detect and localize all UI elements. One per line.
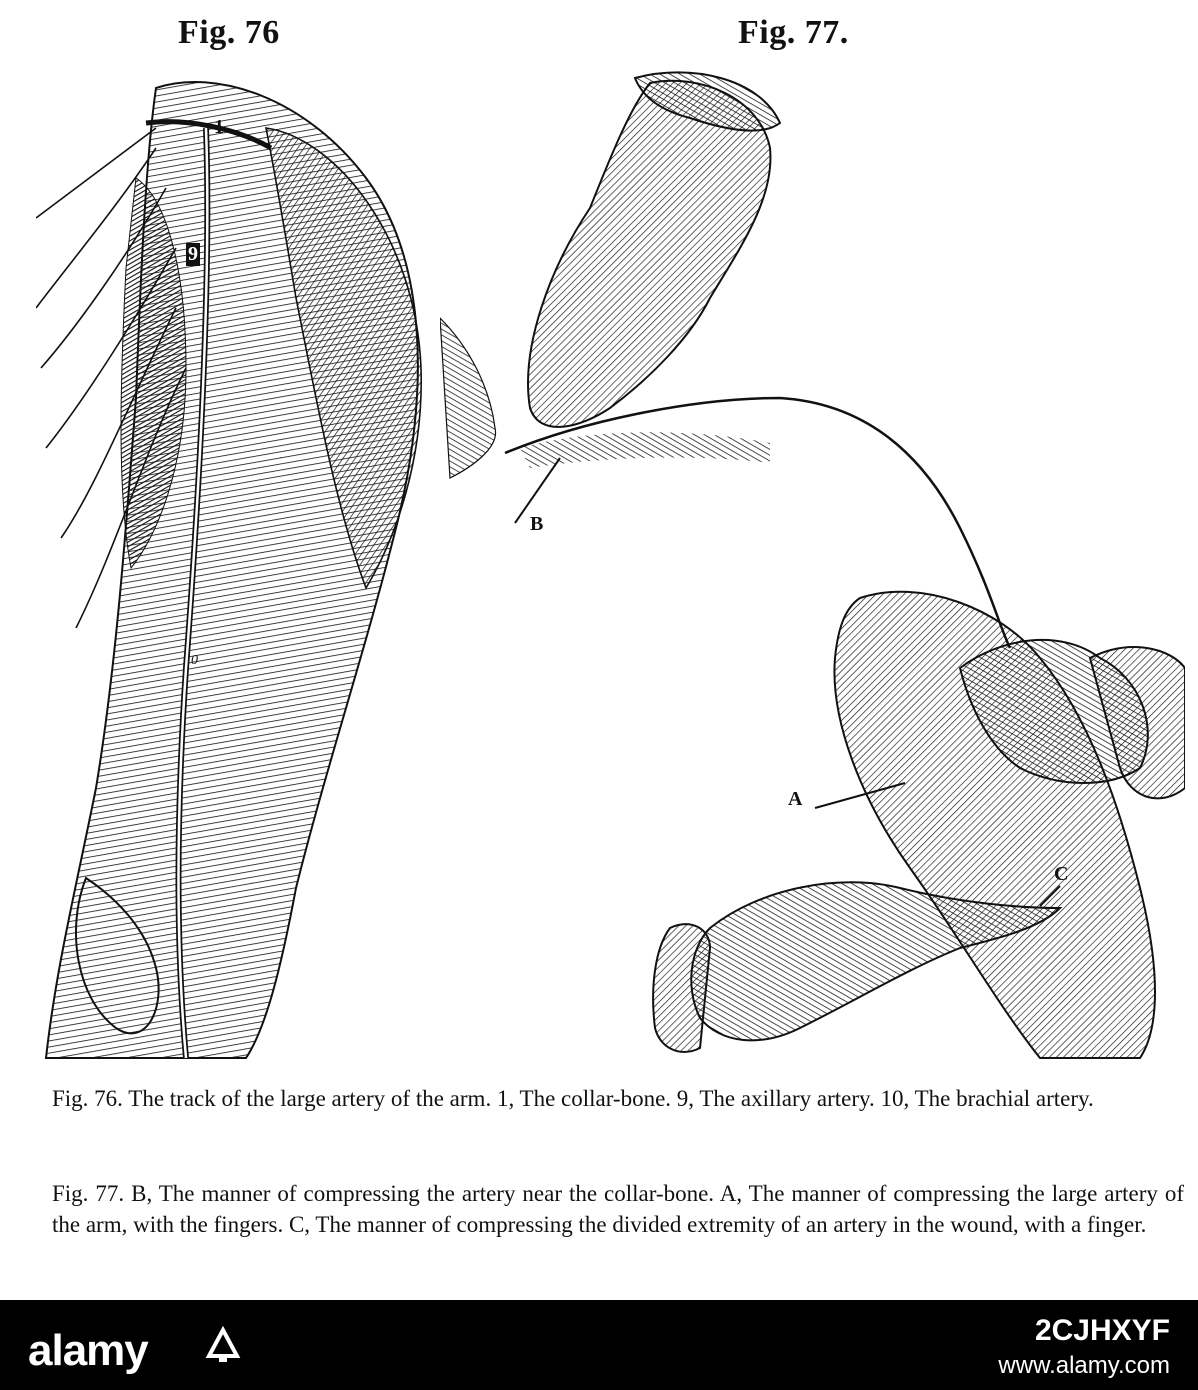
- label-a: A: [788, 788, 803, 810]
- caption-fig-77-text: Fig. 77. B, The manner of compressing the artery near the collar-bone. A, The manner of compressing the large artery of the arm, with the fingers. C, The manner of compressing the divided extremity of an artery in the wound, with a finger.: [52, 1181, 1184, 1237]
- caption-fig-76-text: Fig. 76. The track of the large artery of the arm. 1, The collar-bone. 9, The axillary artery. 10, The brachial artery.: [52, 1086, 1094, 1111]
- label-brachial-artery: 0: [191, 653, 198, 668]
- label-c: C: [1054, 863, 1069, 885]
- artery-compression-engraving: [440, 68, 1185, 1063]
- image-id: 2CJHXYF: [1034, 1314, 1170, 1347]
- site-link[interactable]: www.alamy.com: [998, 1352, 1170, 1379]
- fig-76-title: Fig. 76: [178, 14, 280, 51]
- arm-artery-engraving: [36, 68, 446, 1063]
- label-axillary-artery: 9: [188, 243, 198, 265]
- brand-mark-icon: [205, 1326, 241, 1364]
- arm-anatomy-illustration: [36, 68, 446, 1063]
- label-b: B: [530, 513, 544, 535]
- image-info: [998, 1314, 1170, 1380]
- compression-hands-illustration: [440, 68, 1185, 1063]
- caption-fig-76: [52, 1083, 1184, 1114]
- fig-77-title: Fig. 77.: [738, 14, 849, 51]
- label-collar-bone: 1: [214, 116, 224, 138]
- stock-watermark-bar: [0, 1300, 1198, 1390]
- brand-logo: alamy: [28, 1326, 148, 1375]
- caption-fig-77: [52, 1178, 1184, 1240]
